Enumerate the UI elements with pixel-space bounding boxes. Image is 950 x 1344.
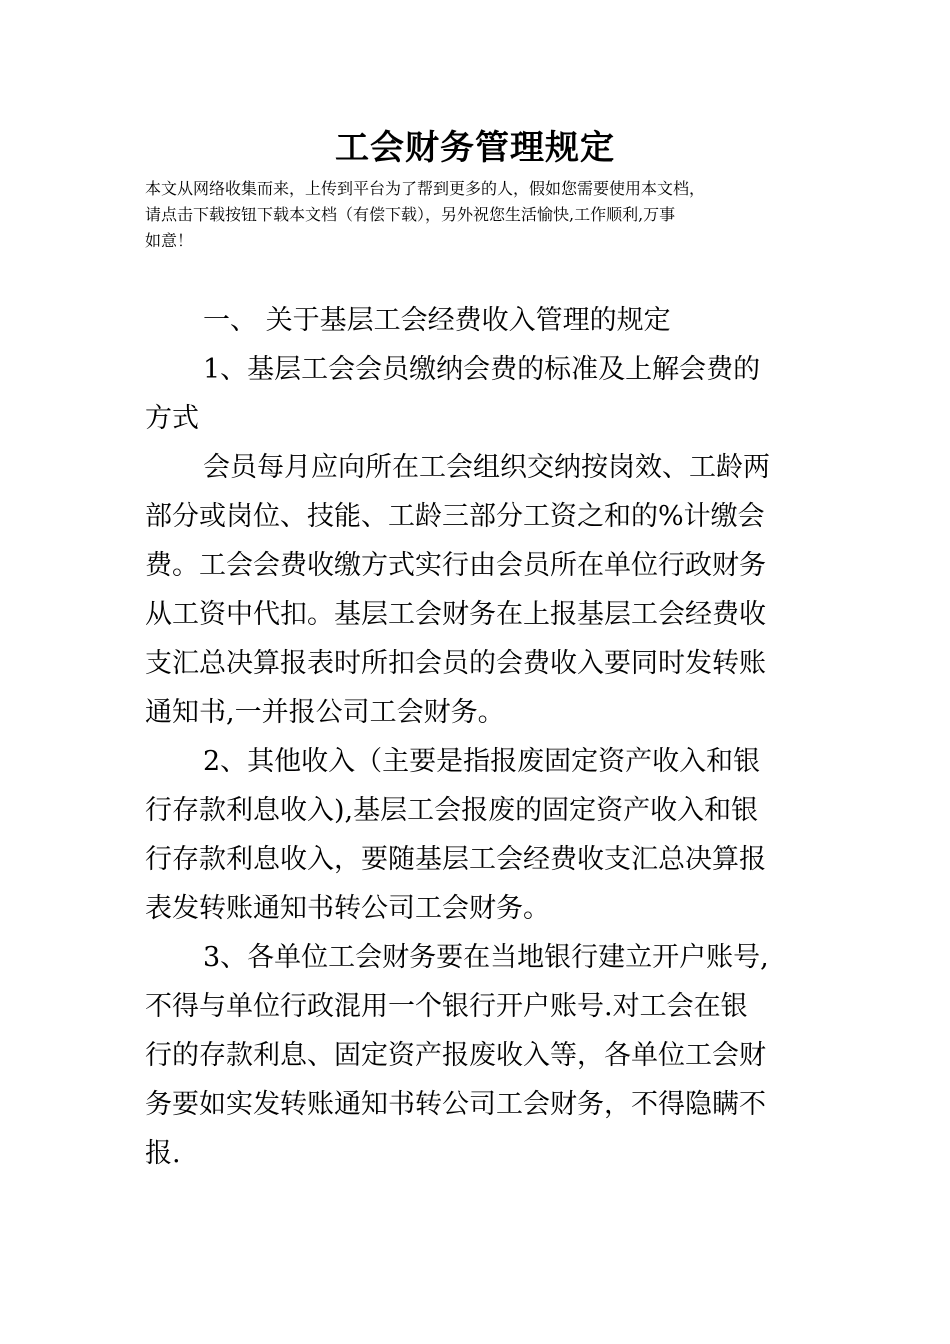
disclaimer-line: 如意！ [145, 231, 194, 250]
body-line: 行存款利息收入),基层工会报废的固定资产收入和银 [145, 795, 759, 826]
body-line: 方式 [145, 403, 199, 434]
disclaimer-paragraph [145, 176, 830, 254]
body-line: 表发转账通知书转公司工会财务。 [145, 893, 550, 924]
body-line: 不得与单位行政混用一个银行开户账号.对工会在银 [145, 991, 748, 1022]
body-line: 支汇总决算报表时所扣会员的会费收入要同时发转账 [145, 648, 766, 679]
body-line: 部分或岗位、技能、工龄三部分工资之和的%计缴会 [145, 501, 765, 532]
disclaimer-line: 本文从网络收集而来，上传到平台为了帮到更多的人，假如您需要使用本文档， [145, 179, 706, 198]
body-line: 行的存款利息、固定资产报废收入等，各单位工会财 [145, 1040, 766, 1071]
section-heading: 一、 关于基层工会经费收入管理的规定 [203, 305, 671, 336]
body-line: 行存款利息收入，要随基层工会经费收支汇总决算报 [145, 844, 766, 875]
body-line: 从工资中代扣。基层工会财务在上报基层工会经费收 [145, 599, 766, 630]
body-line: 报. [145, 1138, 181, 1169]
body-line: 通知书,一并报公司工会财务。 [145, 697, 505, 728]
body-line: 费。工会会费收缴方式实行由会员所在单位行政财务 [145, 550, 766, 581]
document-body [145, 296, 815, 1178]
body-line: 3、各单位工会财务要在当地银行建立开户账号, [203, 942, 769, 973]
body-line: 1、基层工会会员缴纳会费的标准及上解会费的 [203, 354, 761, 385]
document-title: 工会财务管理规定 [335, 128, 615, 168]
body-line: 务要如实发转账通知书转公司工会财务，不得隐瞒不 [145, 1089, 766, 1120]
disclaimer-line: 请点击下载按钮下载本文档（有偿下载），另外祝您生活愉快,工作顺利,万事 [145, 205, 676, 224]
body-line: 2、其他收入（主要是指报废固定资产收入和银 [203, 746, 761, 777]
body-line: 会员每月应向所在工会组织交纳按岗效、工龄两 [203, 452, 770, 483]
